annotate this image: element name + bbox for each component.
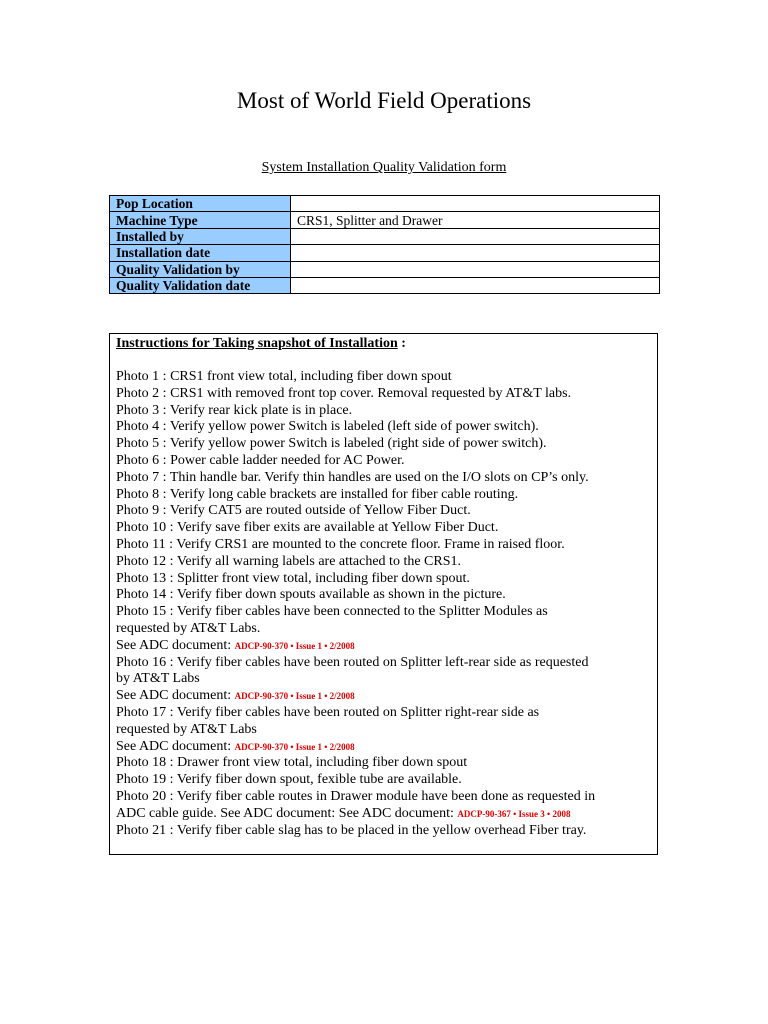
instruction-line — [116, 503, 651, 520]
instruction-line — [116, 722, 651, 739]
instruction-text: requested by AT&T Labs. — [116, 620, 261, 636]
instruction-text: Photo 12 : Verify all warning labels are attached to the CRS1. — [116, 553, 462, 569]
instruction-line — [116, 403, 651, 420]
instruction-text: Photo 16 : Verify fiber cables have been routed on Splitter left-rear side as requested — [116, 654, 589, 670]
instruction-text: Photo 17 : Verify fiber cables have been routed on Splitter right-rear side as — [116, 704, 540, 720]
instruction-line — [116, 453, 651, 470]
photo-instructions-list — [116, 369, 651, 839]
instruction-text: Photo 20 : Verify fiber cable routes in Drawer module have been done as requested in — [116, 788, 596, 804]
instruction-text: Photo 10 : Verify save fiber exits are available at Yellow Fiber Duct. — [116, 520, 499, 536]
instruction-text: Photo 7 : Thin handle bar. Verify thin handles are used on the I/O slots on CP’s only. — [116, 469, 589, 485]
installation-info-table — [109, 195, 660, 294]
instruction-line — [116, 705, 651, 722]
instruction-line — [116, 638, 651, 655]
document-reference: ADCP-90-367 • Issue 3 • 2008 — [457, 808, 571, 819]
instruction-line — [116, 436, 651, 453]
instruction-line — [116, 671, 651, 688]
instruction-text: Photo 6 : Power cable ladder needed for AC Power. — [116, 452, 405, 468]
instructions-heading-suffix: : — [397, 336, 406, 351]
instruction-text: by AT&T Labs — [116, 671, 200, 687]
instruction-text: Photo 19 : Verify fiber down spout, fexible tube are available. — [116, 772, 462, 788]
instruction-text: Photo 2 : CRS1 with removed front top cover. Removal requested by AT&T labs. — [116, 385, 572, 401]
info-label: Installed by — [110, 228, 291, 244]
instruction-text: Photo 21 : Verify fiber cable slag has to be placed in the yellow overhead Fiber tray. — [116, 822, 587, 838]
instruction-line — [116, 470, 651, 487]
instruction-line — [116, 386, 651, 403]
instruction-line — [116, 520, 651, 537]
instruction-text: Photo 13 : Splitter front view total, including fiber down spout. — [116, 570, 470, 586]
info-value: CRS1, Splitter and Drawer — [291, 212, 660, 228]
info-value — [291, 196, 660, 212]
instruction-line — [116, 419, 651, 436]
info-label: Pop Location — [110, 196, 291, 212]
instruction-text: Photo 14 : Verify fiber down spouts available as shown in the picture. — [116, 587, 506, 603]
instruction-text: Photo 18 : Drawer front view total, including fiber down spout — [116, 755, 468, 771]
instruction-text: Photo 11 : Verify CRS1 are mounted to the concrete floor. Frame in raised floor. — [116, 536, 565, 552]
page-title: Most of World Field Operations — [236, 88, 532, 113]
instruction-text: See ADC document: — [116, 688, 235, 704]
instruction-line — [116, 739, 651, 756]
info-value — [291, 261, 660, 277]
instruction-line — [116, 621, 651, 638]
instruction-line — [116, 789, 651, 806]
instruction-text: requested by AT&T Labs — [116, 721, 257, 737]
document-reference: ADCP-90-370 • Issue 1 • 2/2008 — [234, 741, 355, 752]
document-reference: ADCP-90-370 • Issue 1 • 2/2008 — [234, 691, 355, 702]
instruction-line — [116, 537, 651, 554]
instructions-heading-text: Instructions for Taking snapshot of Installation — [116, 336, 398, 351]
instruction-text: Photo 8 : Verify long cable brackets are installed for fiber cable routing. — [116, 486, 519, 502]
instruction-line — [116, 688, 651, 705]
instruction-text: Photo 9 : Verify CAT5 are routed outside of Yellow Fiber Duct. — [116, 503, 471, 519]
instruction-line — [116, 587, 651, 604]
instruction-line — [116, 487, 651, 504]
instruction-line — [116, 554, 651, 571]
info-row — [110, 277, 660, 293]
instruction-text: Photo 3 : Verify rear kick plate is in place. — [116, 402, 353, 418]
info-value — [291, 277, 660, 293]
info-row — [110, 228, 660, 244]
instructions-heading — [116, 335, 651, 352]
info-row — [110, 261, 660, 277]
instruction-line — [116, 369, 651, 386]
instruction-text: Photo 15 : Verify fiber cables have been connected to the Splitter Modules as — [116, 604, 548, 620]
instruction-text: See ADC document: — [116, 738, 235, 754]
instruction-line — [116, 823, 651, 840]
info-label: Machine Type — [110, 212, 291, 228]
info-row — [110, 212, 660, 228]
instructions-box — [109, 333, 658, 855]
instruction-text: Photo 4 : Verify yellow power Switch is labeled (left side of power switch). — [116, 419, 539, 435]
info-label: Installation date — [110, 245, 291, 261]
instruction-line — [116, 806, 651, 823]
instruction-line — [116, 755, 651, 772]
document-reference: ADCP-90-370 • Issue 1 • 2/2008 — [234, 640, 355, 651]
info-label: Quality Validation date — [110, 277, 291, 293]
instruction-text: Photo 1 : CRS1 front view total, including fiber down spout — [116, 369, 452, 384]
info-row — [110, 196, 660, 212]
info-label: Quality Validation by — [110, 261, 291, 277]
instruction-text: See ADC document: — [116, 637, 235, 653]
form-title: System Installation Quality Validation form — [261, 160, 507, 175]
info-row — [110, 245, 660, 261]
instruction-text: ADC cable guide. See ADC document: See ADC document: — [116, 805, 458, 821]
instruction-line — [116, 772, 651, 789]
instruction-text: Photo 5 : Verify yellow power Switch is labeled (right side of power switch). — [116, 436, 547, 452]
info-value — [291, 228, 660, 244]
instruction-line — [116, 604, 651, 621]
info-value — [291, 245, 660, 261]
instruction-line — [116, 655, 651, 672]
instruction-line — [116, 571, 651, 588]
